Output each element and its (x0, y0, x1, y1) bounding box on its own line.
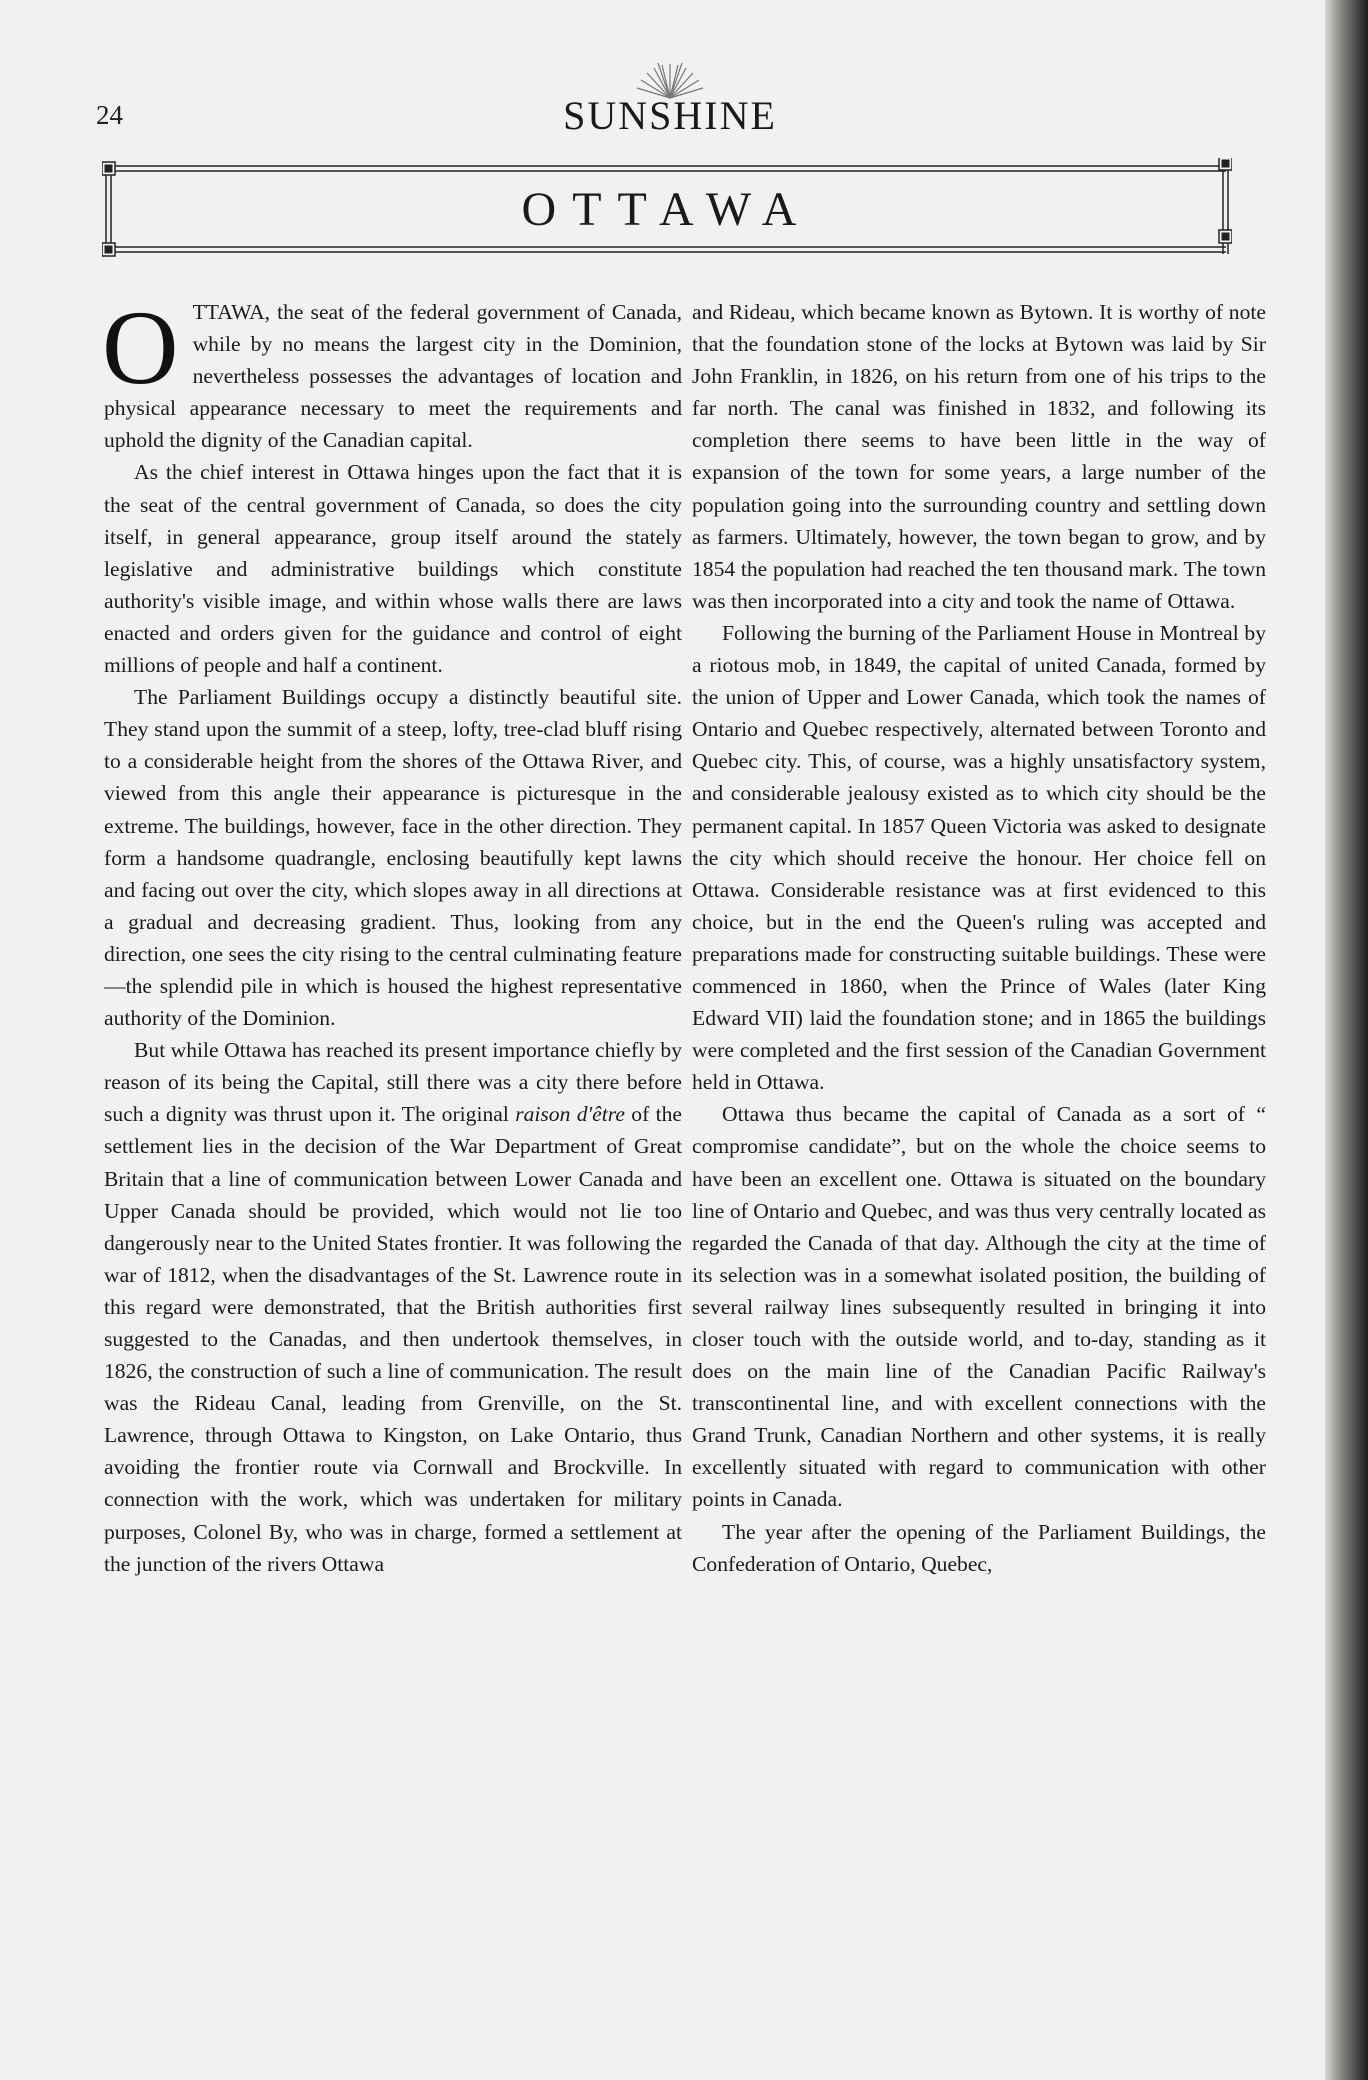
paragraph-6: Following the burning of the Parliament House in Montreal by a riotous mob, in 1849, the capital of united Canada, formed by the union of Upper and Lower Canada, which took the names of Ontario and Quebec respectively, alternated between Toronto and Quebec city. This, of course, was a highly unsatisfactory system, and considerable jealousy existed as to which city should be the permanent capital. In 1857 Queen Victoria was asked to designate the city which should receive the honour. Her choice fell on Ottawa. Considerable resistance was at first evidenced to this choice, but in the end the Queen's ruling was accepted and preparations made for constructing suitable buildings. These were commenced in 1860, when the Prince of Wales (later King Edward VII) laid the foundation stone; and in 1865 the buildings were completed and the first session of the Canadian Government held in Ottawa. (692, 620, 1266, 1095)
paragraph-4 (104, 1034, 682, 1580)
page-binding-edge (1325, 0, 1368, 2080)
title-frame (102, 158, 1232, 260)
paragraph-1-text: TTAWA, the seat of the federal government of Canada, while by no means the largest city in the Dominion, nevertheless possesses the advantages of location and physical appearance necessary to meet the requirements and uphold the dignity of the Canadian capital. (104, 300, 682, 453)
page-number: 24 (96, 100, 123, 130)
paragraph-5: and Rideau, which became known as Bytown. It is worthy of note that the foundation stone of the locks at Bytown was laid by Sir John Franklin, in 1826, on his return from one of his trips to the far north. The canal was finished in 1832, and following its completion there seems to have been little in the way of expansion of the town for some years, a large number of the population going into the surrounding country and settling down as farmers. Ultimately, however, the town began to grow, and by 1854 the population had reached the ten thousand mark. The town was then incorporated into a city and took the name of Ottawa. (692, 300, 1266, 613)
masthead-title: SUNSHINE (563, 93, 777, 138)
paragraph-4-italic: raison d'être (515, 1102, 625, 1127)
paragraph-3: The Parliament Buildings occupy a distinctly beautiful site. They stand upon the summit of a steep, lofty, tree-clad bluff rising to a considerable height from the shores of the Ottawa River, and viewed from this angle their appearance is picturesque in the extreme. The buildings, however, face in the other direction. They form a handsome quadrangle, enclosing beautifully kept lawns and facing out over the city, which slopes away in all directions at a gradual and decreasing gradient. Thus, looking from any direction, one sees the city rising to the central culminating feature—the splendid pile in which is housed the highest representative authority of the Dominion. (104, 685, 682, 1031)
paragraph-4-text-b: of the settlement lies in the decision of the War Department of Great Britain that a line of communication between Lower Canada and Upper Canada should be provided, which would not lie too dangerously near to the United States frontier. It was following the war of 1812, when the disadvantages of the St. Lawrence route in this regard were demonstrated, that the British authorities first suggested to the Canadas, and then undertook themselves, in 1826, the construction of such a line of communication. The result was the Rideau Canal, leading from Grenville, on the St. Lawrence, through Ottawa to Kingston, on Lake Ontario, thus avoiding the frontier route via Cornwall and Brockville. In connection with the work, which was undertaken for military purposes, Colonel By, who was in charge, formed a settlement at the junction of the rivers Ottawa (104, 1102, 683, 1576)
paragraph-8: The year after the opening of the Parliament Buildings, the Confederation of Ontario, Quebec, (692, 1519, 1266, 1576)
paragraph-2: As the chief interest in Ottawa hinges upon the fact that it is the seat of the central government of Canada, so does the city itself, in general appearance, group itself around the stately legislative and administrative buildings which constitute authority's visible image, and within whose walls there are laws enacted and orders given for the guidance and control of eight millions of people and half a continent. (104, 460, 682, 678)
masthead (520, 60, 820, 138)
paragraph-4-text-a: But while Ottawa has reached its present importance chiefly by reason of its being the Capital, still there was a city there before such a dignity was thrust upon it. The original (104, 1038, 682, 1127)
drop-cap: O (102, 289, 179, 406)
paragraph-7: Ottawa thus became the capital of Canada as a sort of “ compromise candidate”, but on the whole the choice seems to have been an excellent one. Ottawa is situated on the boundary line of Ontario and Quebec, and was thus very centrally located as regarded the Canada of that day. Although the city at the time of its selection was in a somewhat isolated position, the building of several railway lines subsequently resulted in bringing it into closer touch with the outside world, and to-day, standing as it does on the main line of the Canadian Pacific Railway's transcontinental line, and with excellent connections with the Grand Trunk, Canadian Northern and other systems, it is really excellently situated with regard to communication with other points in Canada. (692, 1102, 1266, 1512)
paragraph-1 (102, 289, 682, 456)
left-column (102, 289, 683, 1580)
right-column (692, 296, 1266, 1580)
article-title: OTTAWA (521, 183, 813, 236)
